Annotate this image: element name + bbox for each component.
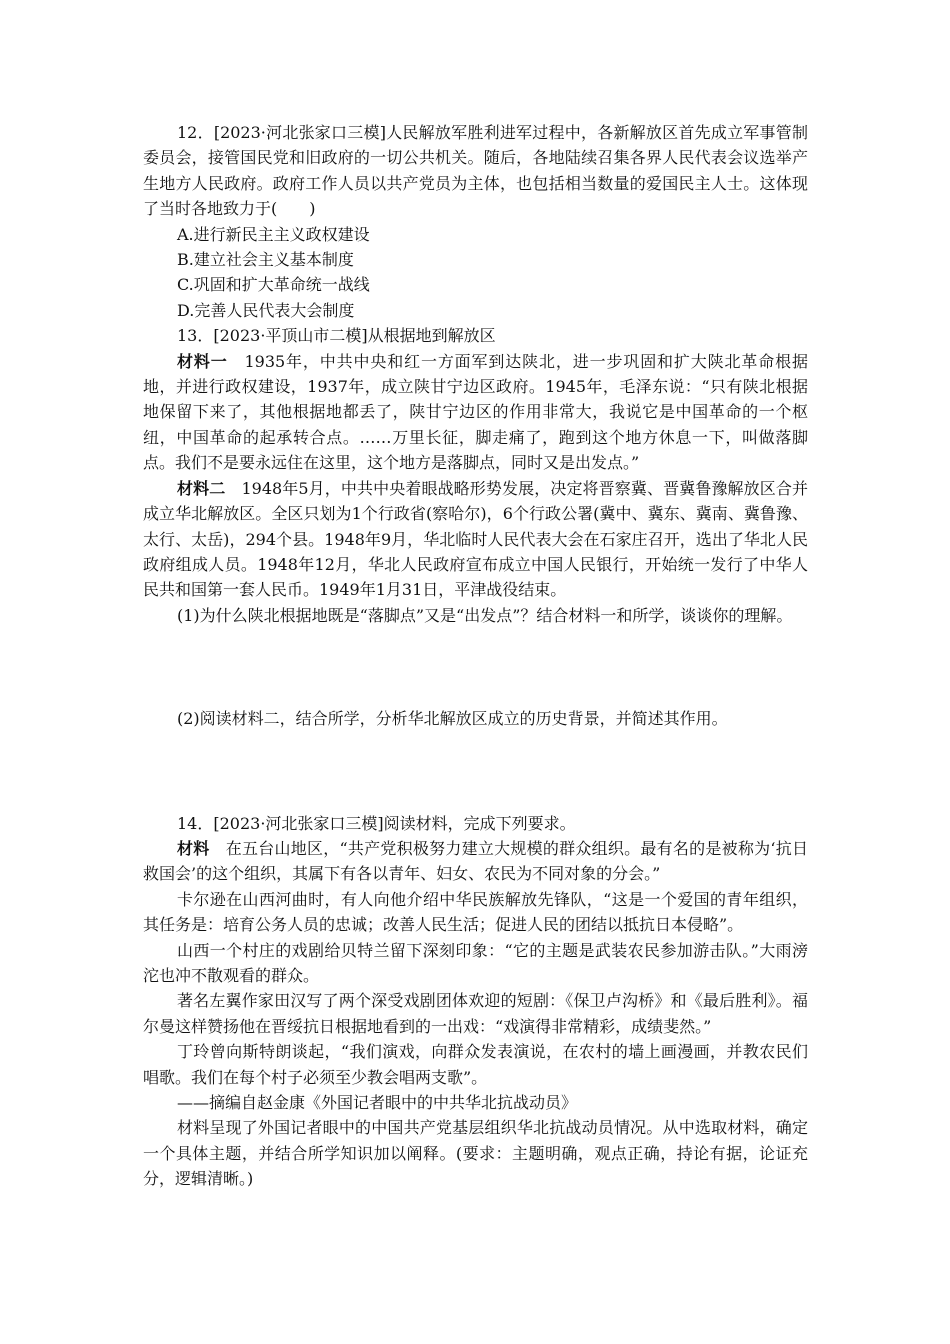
q13-stem: 13．[2023·平顶山市二模]从根据地到解放区 (177, 326, 496, 346)
q13-sub-question-2: (2)阅读材料二，结合所学，分析华北解放区成立的历史背景，并简述其作用。 (177, 709, 728, 729)
q13-material-2-text: 1948年5月，中共中央着眼战略形势发展，决定将晋察冀、晋冀鲁豫解放区合并成立华北解放区。全区只划为1个行政省(察哈尔)，6个行政公署(冀中、冀东、冀南、冀鲁豫、太行、太岳)，294个县。1948年9月，华北临时人民代表大会在石家庄召开，选出了华北人民政府组成人员。1948年12月，华北人民政府宣布成立中国人民银行，开始统一发行了中华人民共和国第一套人民币。1949年1月31日，平津战役结束。 (143, 478, 808, 600)
q14-material-para-3: 山西一个村庄的戏剧给贝特兰留下深刻印象：“它的主题是武装农民参加游击队。”大雨滂沱也冲不散观看的群众。 (143, 940, 808, 985)
document-page (143, 120, 808, 1192)
q13-material-2-label: 材料二 (177, 478, 226, 498)
q14-material-para-2: 卡尔逊在山西河曲时，有人向他介绍中华民族解放先锋队，“这是一个爱国的青年组织，其任务是：培育公务人员的忠诚；改善人民生活；促进人民的团结以抵抗日本侵略”。 (143, 889, 808, 935)
q13-sub-question-1: (1)为什么陕北根据地既是“落脚点”又是“出发点”？结合材料一和所学，谈谈你的理解。 (177, 605, 793, 625)
q13-material-1-text: 1935年，中共中央和红一方面军到达陕北，进一步巩固和扩大陕北革命根据地，并进行政权建设，1937年，成立陕甘宁边区政府。1945年，毛泽东说：“只有陕北根据地保留下来了，其他根据地都丢了，陕甘宁边区的作用非常大，我说它是中国革命的一个枢纽，中国革命的起承转合点。……万里长征，脚走痛了，跑到这个地方休息一下，叫做落脚点。我们不是要永远住在这里，这个地方是落脚点，同时又是出发点。” (143, 351, 808, 473)
q14-material-para-5: 丁玲曾向斯特朗谈起，“我们演戏，向群众发表演说，在农村的墙上画漫画，并教农民们唱歌。我们在每个村子必须至少教会唱两支歌”。 (143, 1042, 808, 1087)
q14-stem: 14．[2023·河北张家口三模]阅读材料，完成下列要求。 (177, 813, 576, 833)
q12-option-d: D.完善人民代表大会制度 (177, 300, 355, 320)
q14-material-para-4: 著名左翼作家田汉写了两个深受戏剧团体欢迎的短剧：《保卫卢沟桥》和《最后胜利》。福尔曼这样赞扬他在晋绥抗日根据地看到的一出戏：“戏演得非常精彩，成绩斐然。” (143, 991, 808, 1036)
q12-option-b: B.建立社会主义基本制度 (177, 250, 354, 270)
q14-material-label: 材料 (177, 838, 210, 858)
answer-space-1 (143, 628, 808, 706)
q14-material-para-1 (143, 836, 808, 887)
q13-material-1-label: 材料一 (177, 351, 228, 371)
q13-material-2 (143, 476, 808, 603)
q12-stem: 12．[2023·河北张家口三模]人民解放军胜利进军过程中，各新解放区首先成立军事管制委员会，接管国民党和旧政府的一切公共机关。随后，各地陆续召集各界人民代表会议选举产生地方人民政府。政府工作人员以共产党员为主体，也包括相当数量的爱国民主人士。这体现了当时各地致力于( ) (143, 123, 808, 219)
q12-option-c: C.巩固和扩大革命统一战线 (177, 275, 370, 295)
q12-option-a: A.进行新民主主义政权建设 (177, 224, 370, 244)
q13-material-1 (143, 349, 808, 476)
q14-source: ——摘编自赵金康《外国记者眼中的中共华北抗战动员》 (177, 1093, 578, 1112)
q14-material-text-1: 在五台山地区，“共产党积极努力建立大规模的群众组织。最有名的是被称为‘抗日救国会’的这个组织，其属下有各以青年、妇女、农民为不同对象的分会。” (143, 838, 808, 884)
answer-space-2 (143, 732, 808, 811)
q14-task: 材料呈现了外国记者眼中的中国共产党基层组织华北抗战动员情况。从中选取材料，确定一个具体主题，并结合所学知识加以阐释。(要求：主题明确，观点正确，持论有据，论证充分，逻辑清晰。) (143, 1118, 808, 1189)
